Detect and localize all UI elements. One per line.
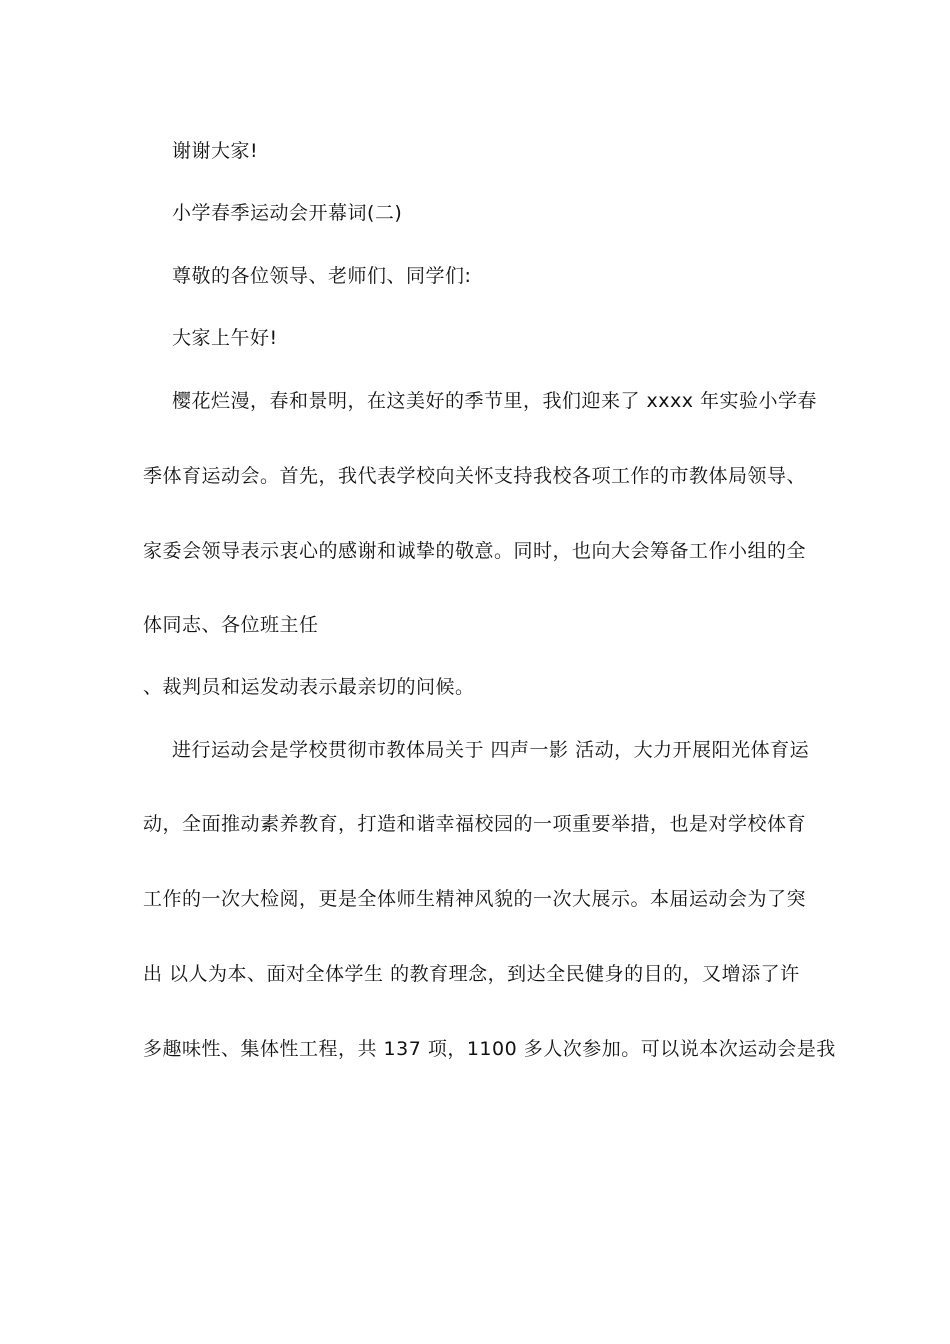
paragraph-1-line-1: 樱花烂漫，春和景明，在这美好的季节里，我们迎来了 xxxx 年实验小学春 [172, 390, 818, 412]
paragraph-1-line-3: 家委会领导表示衷心的感谢和诚挚的敬意。同时，也向大会筹备工作小组的全 [143, 540, 807, 562]
paragraph-2-line-3: 工作的一次大检阅，更是全体师生精神风貌的一次大展示。本届运动会为了突 [143, 888, 807, 910]
paragraph-1-line-5: 、裁判员和运发动表示最亲切的问候。 [143, 676, 475, 698]
paragraph-1-line-2: 季体育运动会。首先，我代表学校向关怀支持我校各项工作的市教体局领导、 [143, 465, 807, 487]
paragraph-2-line-4: 出 以人为本、面对全体学生 的教育理念，到达全民健身的目的，又增添了许 [143, 963, 800, 985]
closing-thanks-line: 谢谢大家! [172, 140, 259, 162]
greeting-line: 大家上午好! [172, 327, 278, 349]
paragraph-2-line-2: 动，全面推动素养教育，打造和谐幸福校园的一项重要举措，也是对学校体育 [143, 813, 807, 835]
paragraph-1-line-4: 体同志、各位班主任 [143, 614, 319, 636]
salutation-line: 尊敬的各位领导、老师们、同学们: [172, 265, 472, 287]
paragraph-2-line-1: 进行运动会是学校贯彻市教体局关于 四声一影 活动，大力开展阳光体育运 [172, 739, 810, 761]
paragraph-2-line-5: 多趣味性、集体性工程，共 137 项，1100 多人次参加。可以说本次运动会是我 [143, 1038, 836, 1060]
speech-title: 小学春季运动会开幕词(二) [172, 202, 403, 224]
